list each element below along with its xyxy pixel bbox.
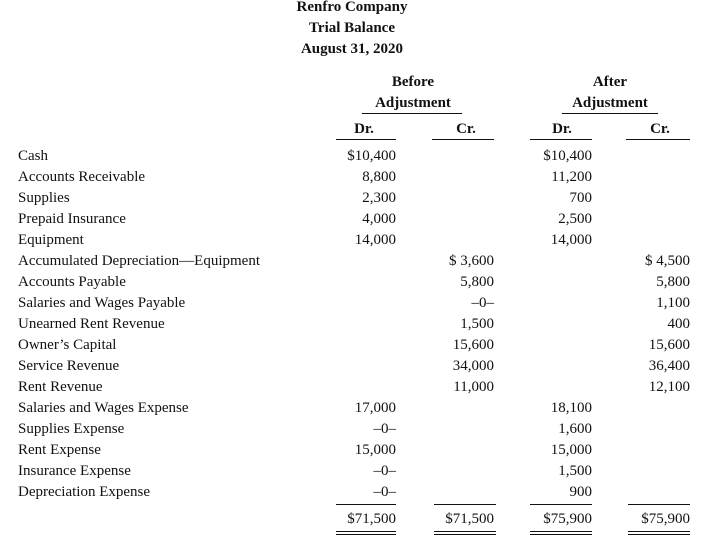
after-cr-header-rule: [626, 139, 690, 140]
row-accum-dep-after-cr: $ 4,500: [645, 253, 690, 269]
row-label-rent-expense: Rent Expense: [18, 442, 101, 458]
row-label-accounts-payable: Accounts Payable: [18, 274, 126, 290]
row-service-rev-after-cr: 36,400: [648, 358, 690, 374]
row-label-supplies: Supplies: [18, 190, 70, 206]
row-ap-before-cr: 5,800: [460, 274, 494, 290]
row-service-rev-before-cr: 34,000: [452, 358, 494, 374]
after-dr-total-rule: [530, 504, 592, 505]
row-label-salaries-wages-expense: Salaries and Wages Expense: [18, 400, 189, 416]
row-swe-after-dr: 18,100: [550, 400, 592, 416]
row-capital-after-cr: 15,600: [648, 337, 690, 353]
before-group-line1: Before: [391, 74, 435, 90]
row-label-owners-capital: Owner’s Capital: [18, 337, 117, 353]
before-cr-header: Cr.: [456, 121, 476, 137]
row-equipment-after-dr: 14,000: [550, 232, 592, 248]
row-swp-after-cr: 1,100: [656, 295, 690, 311]
after-cr-double-rule-1: [628, 531, 690, 532]
row-swe-before-dr: 17,000: [354, 400, 396, 416]
before-dr-total-rule: [336, 504, 396, 505]
before-dr-double-rule-1: [336, 531, 396, 532]
row-supplies-after-dr: 700: [569, 190, 592, 206]
after-group-line1: After: [592, 74, 628, 90]
row-insurance-exp-after-dr: 1,500: [558, 463, 592, 479]
row-urr-before-cr: 1,500: [460, 316, 494, 332]
before-dr-double-rule-2: [336, 534, 396, 535]
after-dr-double-rule-1: [530, 531, 592, 532]
row-ar-before-dr: 8,800: [362, 169, 396, 185]
row-label-equipment: Equipment: [18, 232, 84, 248]
row-label-cash: Cash: [18, 148, 48, 164]
total-before-dr: $71,500: [347, 511, 396, 527]
company-name: Renfro Company: [296, 0, 408, 15]
before-dr-header-rule: [336, 139, 396, 140]
row-cash-before-dr: $10,400: [347, 148, 396, 164]
row-rent-exp-after-dr: 15,000: [550, 442, 592, 458]
row-supplies-exp-before-dr: –0–: [373, 421, 396, 437]
after-dr-header: Dr.: [552, 121, 572, 137]
statement-title: Trial Balance: [309, 20, 395, 36]
row-equipment-before-dr: 14,000: [354, 232, 396, 248]
before-cr-double-rule-2: [434, 534, 496, 535]
after-cr-header: Cr.: [650, 121, 670, 137]
row-prepaid-before-dr: 4,000: [362, 211, 396, 227]
row-insurance-exp-before-dr: –0–: [373, 463, 396, 479]
statement-date: August 31, 2020: [300, 41, 404, 57]
total-before-cr: $71,500: [445, 511, 494, 527]
row-label-depreciation-expense: Depreciation Expense: [18, 484, 151, 500]
after-cr-double-rule-2: [628, 534, 690, 535]
row-capital-before-cr: 15,600: [452, 337, 494, 353]
before-cr-header-rule: [432, 139, 494, 140]
after-dr-header-rule: [530, 139, 592, 140]
after-dr-double-rule-2: [530, 534, 592, 535]
row-label-service-revenue: Service Revenue: [18, 358, 120, 374]
total-after-cr: $75,900: [641, 511, 690, 527]
before-group-line2: Adjustment: [375, 95, 451, 111]
row-swp-before-cr: –0–: [471, 295, 494, 311]
row-dep-exp-before-dr: –0–: [373, 484, 396, 500]
row-cash-after-dr: $10,400: [543, 148, 592, 164]
row-label-accumulated-depreciation: Accumulated Depreciation—Equipment: [18, 253, 260, 269]
row-rent-rev-after-cr: 12,100: [648, 379, 690, 395]
row-label-unearned-rent-revenue: Unearned Rent Revenue: [18, 316, 165, 332]
row-accum-dep-before-cr: $ 3,600: [449, 253, 494, 269]
before-cr-double-rule-1: [434, 531, 496, 532]
row-supplies-exp-after-dr: 1,600: [558, 421, 592, 437]
row-label-rent-revenue: Rent Revenue: [18, 379, 103, 395]
after-cr-total-rule: [628, 504, 690, 505]
row-label-accounts-receivable: Accounts Receivable: [18, 169, 146, 185]
row-prepaid-after-dr: 2,500: [558, 211, 592, 227]
row-dep-exp-after-dr: 900: [569, 484, 592, 500]
row-supplies-before-dr: 2,300: [362, 190, 396, 206]
row-label-salaries-wages-payable: Salaries and Wages Payable: [18, 295, 186, 311]
total-after-dr: $75,900: [543, 511, 592, 527]
row-rent-exp-before-dr: 15,000: [354, 442, 396, 458]
row-label-insurance-expense: Insurance Expense: [18, 463, 131, 479]
after-group-underline: [562, 113, 658, 114]
row-label-prepaid-insurance: Prepaid Insurance: [18, 211, 126, 227]
before-cr-total-rule: [434, 504, 496, 505]
before-dr-header: Dr.: [354, 121, 374, 137]
row-rent-rev-before-cr: 11,000: [453, 379, 494, 395]
row-ap-after-cr: 5,800: [656, 274, 690, 290]
row-urr-after-cr: 400: [667, 316, 690, 332]
row-label-supplies-expense: Supplies Expense: [18, 421, 125, 437]
after-group-line2: Adjustment: [572, 95, 648, 111]
row-ar-after-dr: 11,200: [551, 169, 592, 185]
before-group-underline: [362, 113, 462, 114]
